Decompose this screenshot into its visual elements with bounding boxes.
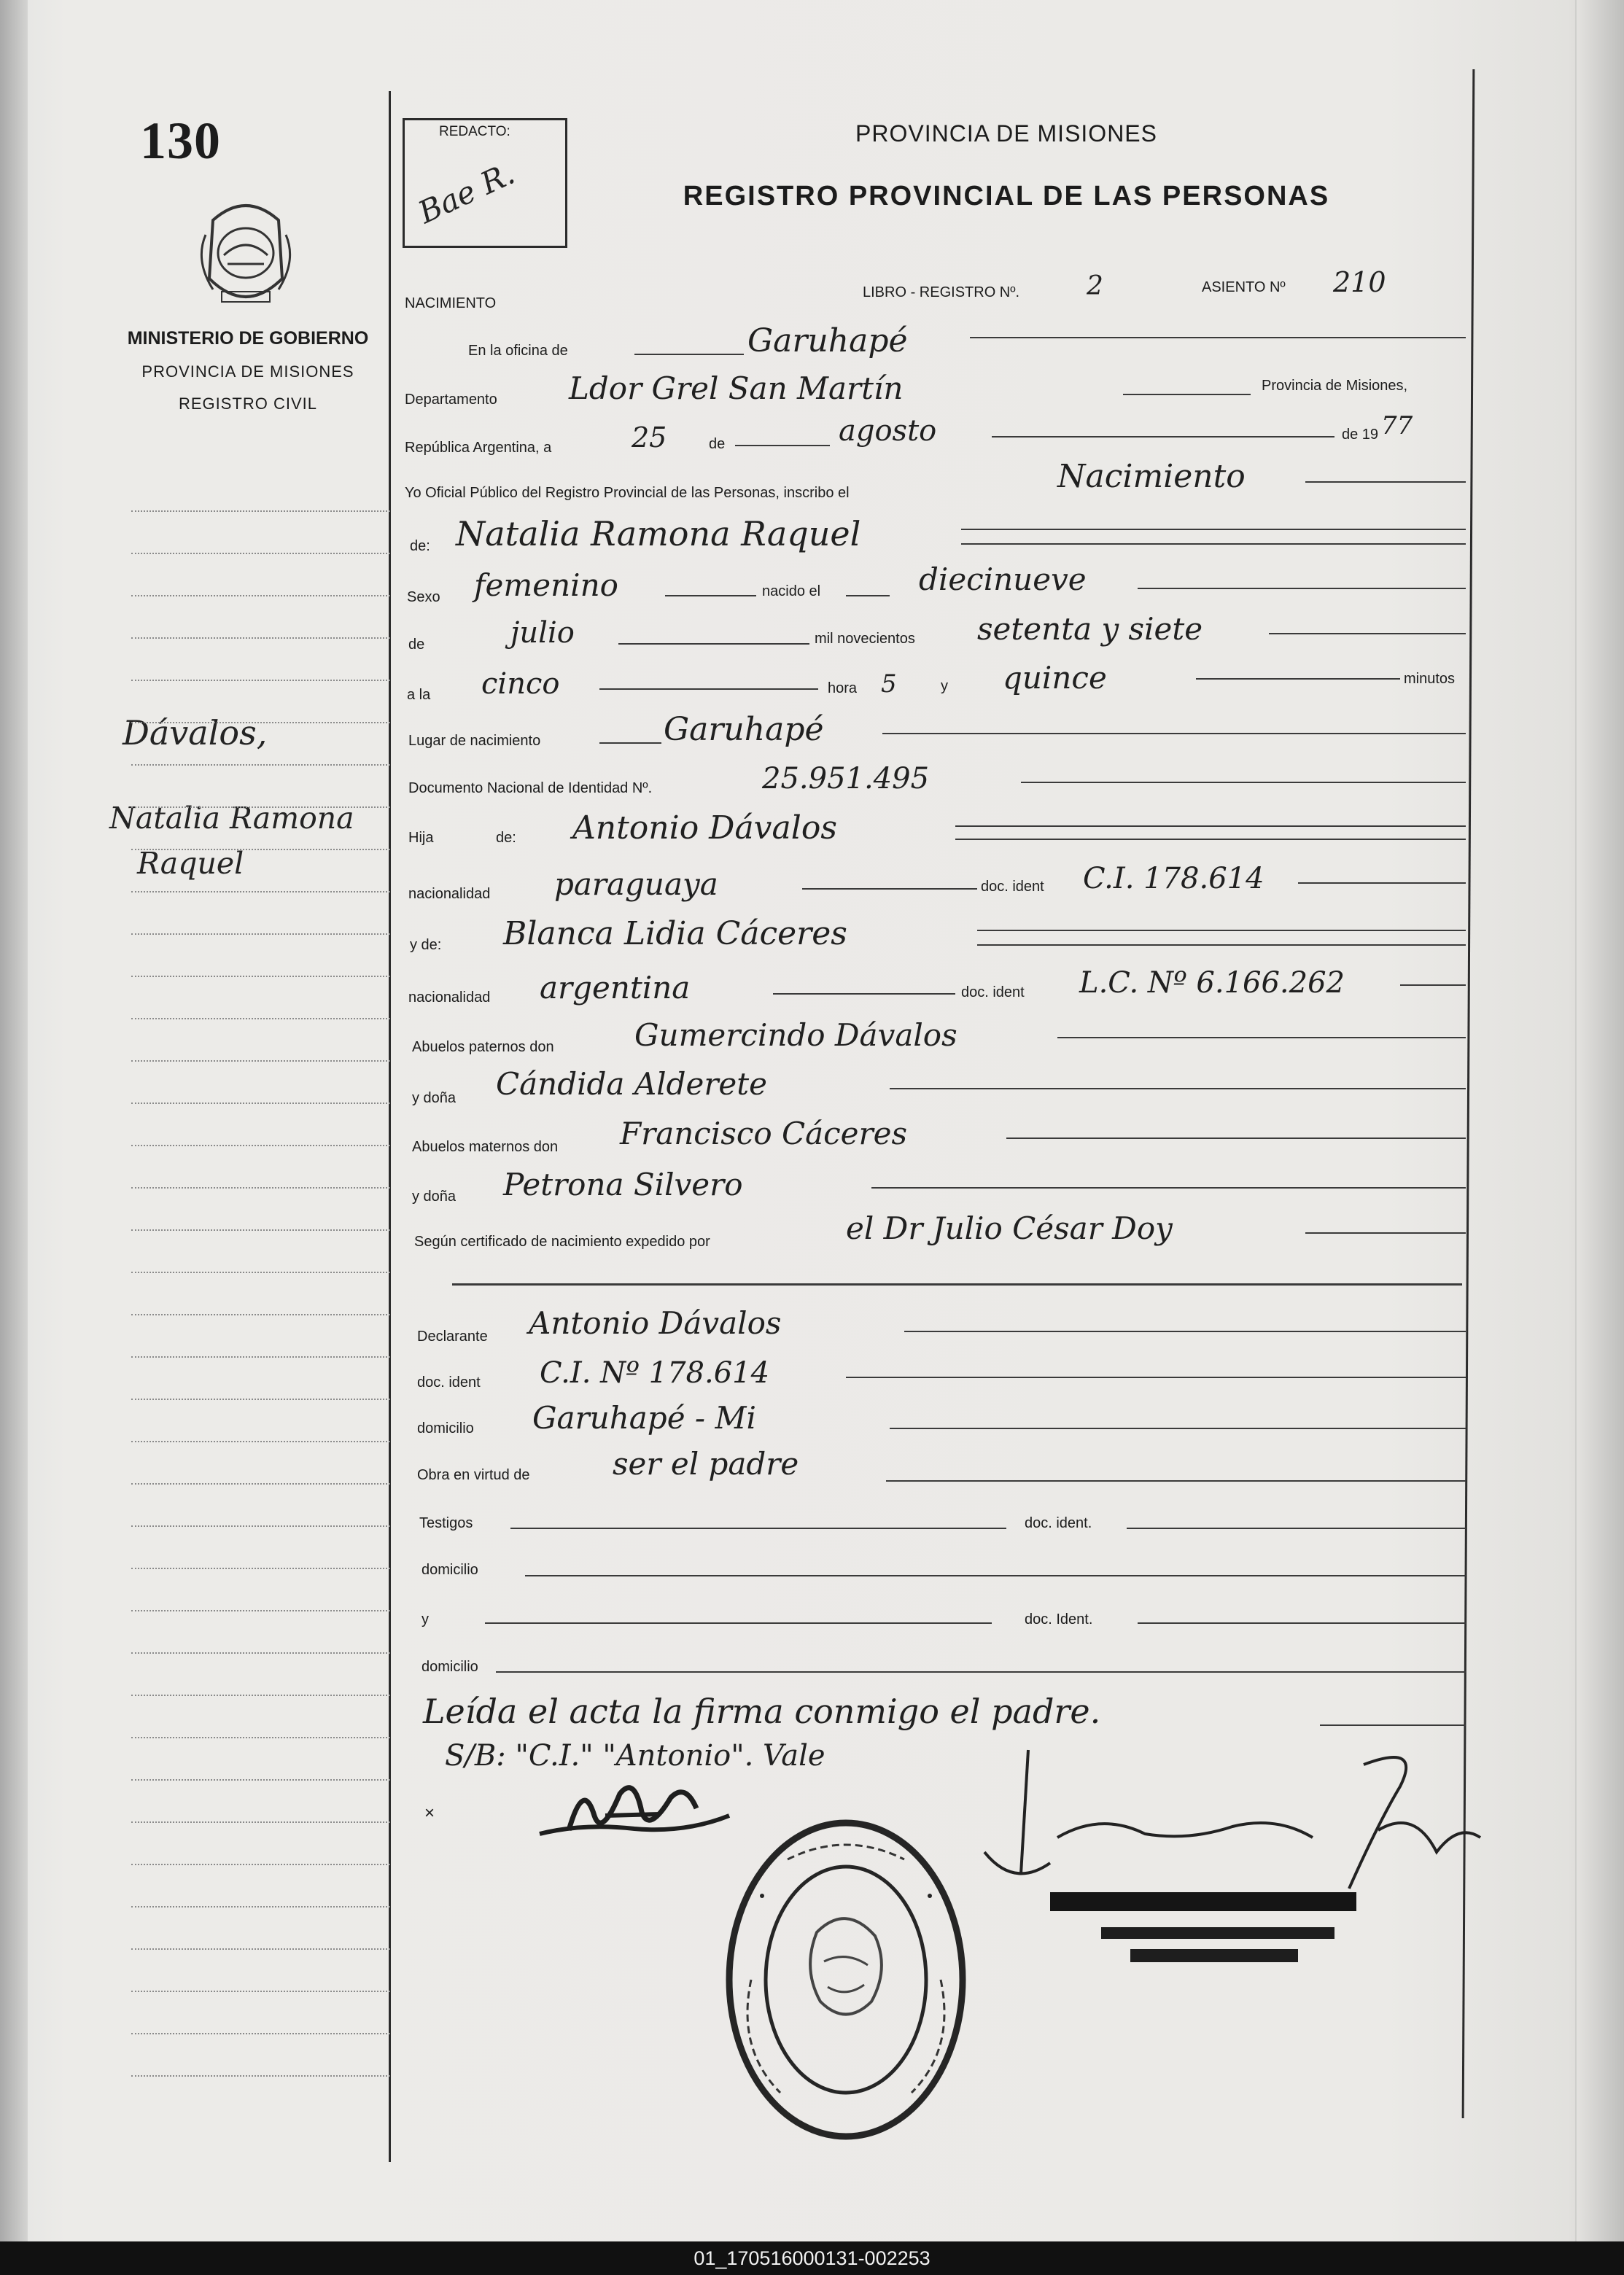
image-caption: 01_170516000131-002253 xyxy=(693,2247,931,2269)
father-name: Antonio Dávalos xyxy=(572,809,837,847)
mother-name: Blanca Lidia Cáceres xyxy=(503,915,847,952)
closing-line: Leída el acta la firma conmigo el padre. xyxy=(423,1692,1101,1731)
margin-rule xyxy=(131,849,390,850)
redacto-initials: Bae R. xyxy=(413,155,520,231)
margin-rule xyxy=(131,510,390,512)
margin-rule xyxy=(131,1145,390,1146)
mother-doc: L.C. Nº 6.166.262 xyxy=(1079,966,1345,1000)
minutes-label: minutos xyxy=(1404,671,1456,687)
father-doc: C.I. 178.614 xyxy=(1083,862,1264,895)
maternal-grandfather: Francisco Cáceres xyxy=(620,1116,908,1151)
registry-title: REGISTRO PROVINCIAL DE LAS PERSONAS xyxy=(683,181,1330,211)
de2-label: de xyxy=(408,637,425,653)
office-value: Garuhapé xyxy=(747,322,908,359)
month-value: agosto xyxy=(839,414,937,448)
born-month-value: julio xyxy=(510,616,575,650)
signature-x-mark: × xyxy=(424,1803,435,1823)
office-label: En la oficina de xyxy=(468,343,568,359)
by-virtue-label: Obra en virtud de xyxy=(417,1467,530,1483)
margin-divider xyxy=(389,91,391,2162)
margin-rule xyxy=(131,1948,390,1950)
margin-rule xyxy=(131,595,390,596)
person-name: Natalia Ramona Raquel xyxy=(456,514,861,553)
father-nationality: paraguaya xyxy=(554,866,718,902)
civil-registry-seal-icon xyxy=(722,1816,970,2144)
nationality-label: nacionalidad xyxy=(408,886,491,902)
margin-rule xyxy=(131,637,390,639)
margin-rule xyxy=(131,1441,390,1442)
act-value: Nacimiento xyxy=(1057,458,1246,495)
book-binding-edge xyxy=(0,0,28,2241)
margin-rule xyxy=(131,1695,390,1696)
sex-label: Sexo xyxy=(407,589,440,605)
mother-nationality: argentina xyxy=(540,970,691,1006)
birthplace-label: Lugar de nacimiento xyxy=(408,733,541,749)
ministry-heading: MINISTERIO DE GOBIERNO xyxy=(127,328,369,349)
book-label: LIBRO - REGISTRO Nº. xyxy=(863,284,1020,300)
born-year-label: mil novecientos xyxy=(815,631,915,647)
doc-ident2-label: doc. ident xyxy=(961,984,1025,1000)
officer-statement: Yo Oficial Público del Registro Provincial de las Personas, inscribo el xyxy=(405,485,850,501)
margin-rule xyxy=(131,1314,390,1315)
margin-rule xyxy=(131,1018,390,1019)
book-value: 2 xyxy=(1087,271,1103,301)
margin-rule xyxy=(131,1652,390,1654)
paternal-grandmother: Cándida Alderete xyxy=(496,1066,767,1102)
margin-rule xyxy=(131,1737,390,1738)
dona2-label: y doña xyxy=(412,1189,456,1205)
registrar-signature-icon xyxy=(970,1743,1495,1896)
margin-rule xyxy=(131,722,390,723)
minutes-value: quince xyxy=(1003,660,1107,696)
declarant-label: Declarante xyxy=(417,1329,488,1345)
redacted-stamp-block xyxy=(1050,1892,1386,1980)
folio-number: 130 xyxy=(140,112,221,170)
hour-digit: 5 xyxy=(881,669,897,699)
born-day-value: diecinueve xyxy=(919,561,1087,597)
province-coat-of-arms-icon xyxy=(191,191,300,315)
margin-rule xyxy=(131,2075,390,2077)
parent-signature-icon xyxy=(525,1772,737,1852)
paternal-grandfather: Gumercindo Dávalos xyxy=(634,1017,957,1053)
department-value: Ldor Grel San Martín xyxy=(569,370,904,406)
domicile-value: Garuhapé - Mi xyxy=(532,1400,756,1436)
child-label: Hija xyxy=(408,830,434,846)
dni-label: Documento Nacional de Identidad Nº. xyxy=(408,780,653,796)
margin-rule xyxy=(131,976,390,977)
margin-rule xyxy=(131,1187,390,1189)
de-label: de xyxy=(709,436,726,452)
province-label: Provincia de Misiones, xyxy=(1262,378,1408,394)
at-label: a la xyxy=(407,687,431,703)
margin-rule xyxy=(131,1399,390,1400)
margin-rule xyxy=(131,1102,390,1104)
nationality2-label: nacionalidad xyxy=(408,989,491,1006)
margin-surname: Dávalos, xyxy=(123,713,268,752)
margin-rule xyxy=(131,764,390,766)
margin-rule xyxy=(131,1906,390,1908)
entry-label: ASIENTO Nº xyxy=(1202,279,1286,295)
margin-rule xyxy=(131,1483,390,1485)
margin-rule xyxy=(131,1525,390,1527)
born-year-value: setenta y siete xyxy=(977,611,1203,647)
margin-rule xyxy=(131,933,390,935)
margin-rule xyxy=(131,1821,390,1823)
domicile-label: domicilio xyxy=(417,1420,474,1436)
civil-registry-subheading: REGISTRO CIVIL xyxy=(178,394,318,413)
margin-rule xyxy=(131,1991,390,1992)
year-label: de 19 xyxy=(1342,427,1379,443)
margin-rule xyxy=(131,1779,390,1781)
witness2-domicile-label: domicilio xyxy=(421,1659,478,1675)
certificate-label: Según certificado de nacimiento expedido por xyxy=(414,1234,710,1250)
witness2-doc-label: doc. Ident. xyxy=(1025,1611,1093,1628)
sex-value: femenino xyxy=(474,567,618,603)
margin-given-names: Natalia Ramona xyxy=(109,801,354,836)
margin-rule xyxy=(131,1610,390,1611)
entry-value: 210 xyxy=(1333,266,1386,298)
amendment-line: S/B: "C.I." "Antonio". Vale xyxy=(445,1739,825,1773)
witness2-y-label: y xyxy=(421,1611,429,1628)
maternal-grandmother: Petrona Silvero xyxy=(503,1167,743,1202)
and-of-label: y de: xyxy=(410,937,442,953)
margin-rule xyxy=(131,891,390,892)
margin-rule xyxy=(131,1568,390,1569)
certificate-value: el Dr Julio César Doy xyxy=(846,1210,1173,1246)
paternal-grandparents-label: Abuelos paternos don xyxy=(412,1039,554,1055)
year-value: 77 xyxy=(1381,411,1413,440)
dona-label: y doña xyxy=(412,1090,456,1106)
margin-rule xyxy=(131,1060,390,1062)
margin-given-names-cont: Raquel xyxy=(137,846,244,881)
margin-rule xyxy=(131,1272,390,1273)
margin-rule xyxy=(131,1229,390,1231)
province-title: PROVINCIA DE MISIONES xyxy=(855,120,1157,147)
witness-domicile-label: domicilio xyxy=(421,1562,478,1578)
witnesses-label: Testigos xyxy=(419,1515,473,1531)
margin-rule xyxy=(131,2033,390,2034)
province-subheading: PROVINCIA DE MISIONES xyxy=(141,362,354,381)
dni-value: 25.951.495 xyxy=(762,762,930,796)
maternal-grandparents-label: Abuelos maternos don xyxy=(412,1139,559,1155)
department-label: Departamento xyxy=(405,392,497,408)
of-label: de: xyxy=(410,538,430,554)
margin-rule xyxy=(131,680,390,681)
declarant-doc-value: C.I. Nº 178.614 xyxy=(540,1356,770,1390)
republic-label: República Argentina, a xyxy=(405,440,552,456)
day-value: 25 xyxy=(632,421,667,454)
hour-words: cinco xyxy=(481,667,560,701)
redacto-label: REDACTO: xyxy=(439,124,510,139)
by-virtue-value: ser el padre xyxy=(613,1446,799,1482)
declarant-value: Antonio Dávalos xyxy=(529,1305,782,1341)
and-label: y xyxy=(941,678,948,694)
witness-doc-label: doc. ident. xyxy=(1025,1515,1092,1531)
born-label: nacido el xyxy=(762,583,821,599)
child-de-label: de: xyxy=(496,830,516,846)
page-stack-edge xyxy=(1575,0,1624,2241)
margin-rule xyxy=(131,806,390,808)
margin-rule xyxy=(131,1864,390,1865)
birthplace-value: Garuhapé xyxy=(664,711,824,748)
record-type-label: NACIMIENTO xyxy=(405,295,497,311)
margin-rule xyxy=(131,1356,390,1358)
declarant-doc-label: doc. ident xyxy=(417,1374,481,1391)
hour-label: hora xyxy=(828,680,858,696)
doc-ident-label: doc. ident xyxy=(981,879,1044,895)
margin-rule xyxy=(131,553,390,554)
